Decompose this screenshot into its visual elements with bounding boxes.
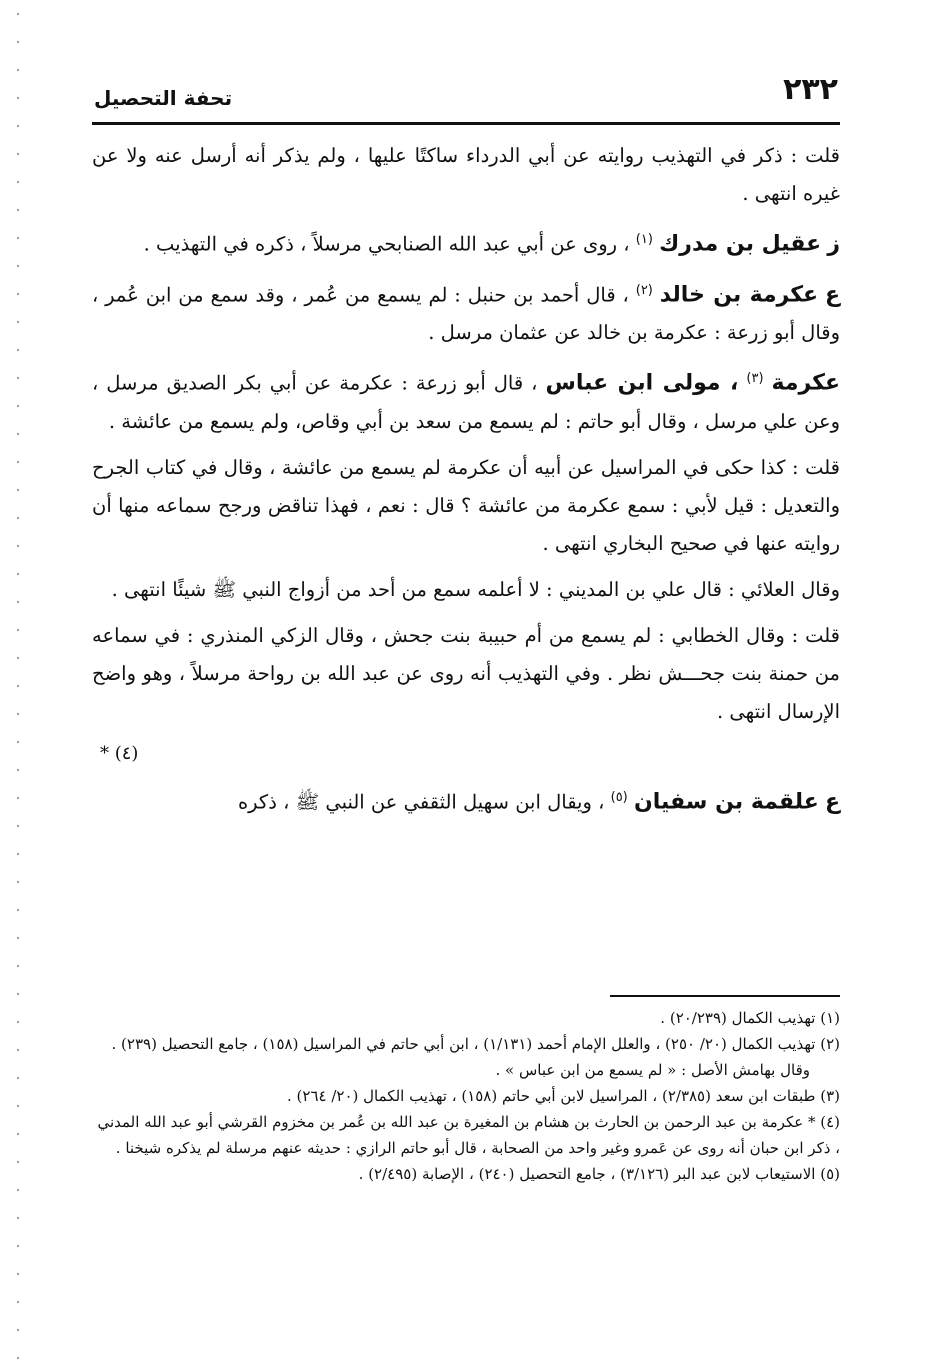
entry-name: علقمة بن سفيان xyxy=(633,789,819,814)
footnote-ref: (٣) xyxy=(746,371,764,386)
entry-name: عقيل بن مدرك xyxy=(659,231,822,257)
entry-aqil xyxy=(92,221,840,264)
footnotes xyxy=(92,1005,840,1187)
entry-text: ، قال أبو زرعة : عكرمة عن أبي بكر الصديق مرسل ، وعن علي مرسل ، وقال أبو حاتم : لم يسمع من سعد بن أبي وقاص، ولم يسمع من عائشة . xyxy=(92,371,840,433)
entry-symbol: ع xyxy=(824,282,840,307)
scan-edge-dots xyxy=(16,0,20,1368)
footnote: (٥) الاستيعاب لابن عبد البر (٣/١٢٦) ، جامع التحصيل (٢٤٠) ، الإصابة (٢/٤٩٥) . xyxy=(358,1165,840,1183)
entry-ikrima-khalid xyxy=(92,272,840,353)
page-number: ٢٣٢ xyxy=(783,72,838,107)
entry-symbol: ع xyxy=(824,789,840,814)
paragraph: وقال العلائي : قال علي بن المديني : لا أعلمه سمع من أحد من أزواج النبي ﷺ شيئًا انتهى . xyxy=(111,577,840,601)
entry-ikrima-mawla xyxy=(92,360,840,441)
running-head xyxy=(92,70,840,125)
footnote-note: وقال بهامش الأصل : « لم يسمع من ابن عباس » . xyxy=(495,1061,810,1079)
paragraph: قلت : كذا حكى في المراسيل عن أبيه أن عكرمة لم يسمع من عائشة ، وقال في كتاب الجرح والتعديل : قيل لأبي : سمع عكرمة من عائشة ؟ قال : نعم ، فهذا تناقض ورجح سماعه منها أن روايته عنها في صحيح البخاري انتهى . xyxy=(92,455,840,555)
entry-name-suffix: ، مولى ابن عباس xyxy=(545,370,739,396)
asterisk-marker: * (٤) xyxy=(100,742,139,764)
entry-text: ، روى عن أبي عبد الله الصنابحي مرسلاً ، ذكره في التهذيب . xyxy=(143,232,630,256)
entry-name: عكرمة بن خالد xyxy=(659,282,819,307)
entry-text: ، قال أحمد بن حنبل : لم يسمع من عُمر ، وقد سمع من ابن عُمر ، وقال أبو زرعة : عكرمة بن خالد عن عثمان مرسل . xyxy=(92,283,840,344)
entry-alqama xyxy=(92,779,840,822)
entry-text: ، ويقال ابن سهيل الثقفي عن النبي ﷺ ، ذكره xyxy=(237,790,605,813)
footnote: (١) تهذيب الكمال (٢٠/٢٣٩) . xyxy=(660,1009,840,1027)
paragraph: قلت : وقال الخطابي : لم يسمع من أم حبيبة بنت جحش ، وقال الزكي المنذري : في سماعه من حمنة بنت جحـــش نظر . وفي التهذيب أنه روى عن عبد الله بن رواحة مرسلاً ، وهو واضح الإرسال انتهى . xyxy=(92,623,840,723)
main-text xyxy=(92,137,840,821)
footnote-ref: (٢) xyxy=(635,282,653,298)
paragraph: قلت : ذكر في التهذيب روايته عن أبي الدرداء ساكتًا عليها ، ولم يذكر أنه أرسل عنه ولا عن غيره انتهى . xyxy=(92,144,840,205)
footnote-ref: (٥) xyxy=(610,789,628,805)
entry-symbol: ز xyxy=(827,231,840,257)
footnote: (٣) طبقات ابن سعد (٢/٣٨٥) ، المراسيل لابن أبي حاتم (١٥٨) ، تهذيب الكمال (٢٠/ ٢٦٤) . xyxy=(287,1087,840,1105)
footnote: (٤) * عكرمة بن عبد الرحمن بن الحارث بن هشام بن المغيرة بن عبد الله بن عُمر بن مخزوم القرشي أبو عبد الله المدني ، ذكر ابن حبان أنه روى عن عَمرو وغير واحد من الصحابة ، قال أبو حاتم الرازي : حديثه عنهم مرسلة لم يذكره شيخنا . xyxy=(97,1113,840,1157)
footnote-ref: (١) xyxy=(635,232,653,247)
book-page xyxy=(92,70,840,1300)
footnote-rule xyxy=(610,995,840,997)
entry-name: عكرمة xyxy=(771,370,840,396)
footnote: (٢) تهذيب الكمال (٢٠/ ٢٥٠) ، والعلل الإمام أحمد (١/١٣١) ، ابن أبي حاتم في المراسيل (١٥٨) ، جامع التحصيل (٢٣٩) . xyxy=(111,1035,840,1053)
book-title: تحفة التحصيل xyxy=(94,86,233,110)
